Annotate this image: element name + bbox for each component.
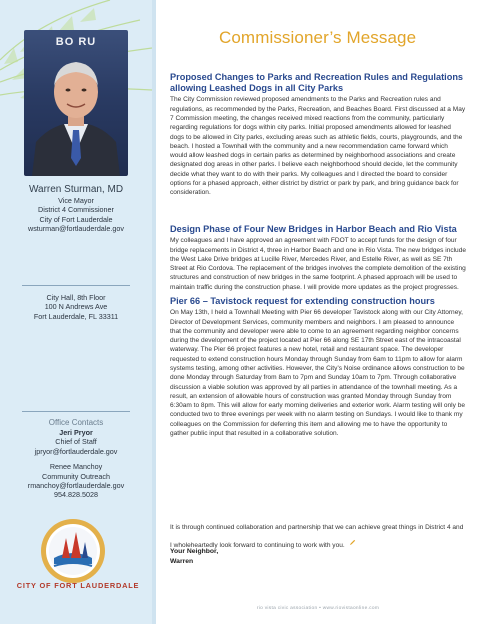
city-name-wordmark: CITY OF FORT LAUDERDALE (16, 581, 140, 590)
contact-2-email[interactable]: rmanchoy@fortlauderdale.gov (27, 481, 125, 491)
article-3 (170, 296, 466, 438)
contact-1-email[interactable]: jpryor@fortlauderdale.gov (34, 446, 118, 456)
article-3-body: On May 13th, I held a Townhall Meeting with Pier 66 developer Tavistock along with our City Attorney, Director of Development Services, community members and neighbors. I am pleased to announce that the community and developer were able to come to an agreement regarding neighbor concerns during the development of the project located at Pier 66 along SE 17th Street east of the intracoastal waterway. The Pier 66 project features a new hotel, retail and restaurant space. The developer requested to extend construction hours Monday through Sunday from 6am to 11pm to allow for alarm systems testing, among other activities. However, the City’s Noise ordinance allows construction to be done Monday through Saturday from 8am to 7pm and Sunday 10am to 7pm. Through collaborative discussion a viable solution was approved by all parties in attendance of the townhall meeting. As a result, an extension of allowable hours of construction was granted Monday through Sunday from 6:30am to 8pm. This will allow for early morning deliveries and exterior work. Alarm testing will only be conducted two to three evenings per week with no alarm testing on Sundays. I would like to thank my colleagues on the Commission for deferring this item and allowing me to have the opportunity to gather public input that resulted in a collaborative solution. (170, 309, 465, 438)
commissioner-name: Warren Sturman, MD (28, 184, 124, 195)
commissioner-role: Vice Mayor (58, 196, 94, 205)
signoff-line-2: Warren (170, 557, 194, 565)
office-contacts (10, 418, 142, 500)
pencil-icon (349, 539, 356, 546)
city-seal-logo (40, 518, 106, 584)
closing-text: It is through continued collaboration and partnership that we can achieve great things in District 4 and I wholeheartedly look forward to continuing to work with you. (170, 524, 464, 549)
page-title: Commissioner’s Message (219, 28, 417, 47)
sidebar-divider-stripe (152, 0, 156, 624)
article-1-body: The City Commission reviewed proposed amendments to the Parks and Recreation rules and regulations, as recommended by the Parks, Recreation, and Beaches Board. First discussed at a May 7 Commission meeting, the changes received mixed reactions from the community, particularly regarding regulations for dogs within city parks. Initial proposed amendments allowed for leashed dogs to be allowed in City parks, excluding areas such as athletic fields, courts, playgrounds, and the beach. I hosted a Townhall with the community and a new recommendation came forward which would allow leashed dogs in certain parks as determined by neighborhood associations and create designated dog areas in other parks. I believe each neighborhood should decide, let the community decide what they want to do with their parks. My colleagues and I directed the board to consider options for a phased approach, either district by district or park by park, and bring guidance back for consideration. (170, 96, 466, 197)
commissioner-district: District 4 Commissioner (38, 205, 114, 215)
page-footer: rio vista civic association • www.riovistaonline.com (256, 606, 380, 611)
signoff (170, 547, 218, 566)
contact-2-name: Renee Manchoy (49, 462, 103, 472)
sidebar-divider (22, 285, 130, 286)
contact-1-role: Chief of Staff (55, 437, 97, 447)
contacts-heading: Office Contacts (48, 418, 104, 427)
signoff-line-1: Your Neighbor, (170, 548, 219, 555)
commissioner-email[interactable]: wsturman@fortlauderdale.gov (28, 224, 124, 234)
portrait-illustration (24, 30, 128, 176)
address-line-2: 100 N Andrews Ave (44, 302, 108, 312)
address-line-3: Fort Lauderdale, FL 33311 (33, 311, 119, 321)
sidebar-divider (22, 411, 130, 412)
photo-background-letters: BO RU (55, 36, 97, 48)
address-line-1: City Hall, 8th Floor (46, 293, 106, 302)
contact-2-role: Community Outreach (42, 471, 110, 481)
article-3-headline: Pier 66 – Tavistock request for extending construction hours (170, 296, 435, 306)
article-2-headline: Design Phase of Four New Bridges in Harbor Beach and Rio Vista (170, 224, 457, 234)
article-2-body: My colleagues and I have approved an agreement with FDOT to accept funds for the design of four bridge replacements in District 4, three in Harbor Beach and one in Rio Vista. The new bridges include the West Lake Drive bridges at Lucille River, Mercedes River, and Estelle River, as well as SE 7th Street at Rio Cordova. The replacement of the bridges involves the complete demolition of the existing structures and construction of new bridges in the same footprint. A phased approach will be used to maintain traffic during the construction phase. I will provide more updates as the project progresses. (170, 237, 466, 291)
article-2 (170, 224, 466, 292)
commissioner-city: City of Fort Lauderdale (39, 214, 113, 224)
commissioner-photo (24, 30, 128, 176)
commissioner-info (10, 183, 142, 234)
contact-1-name: Jeri Pryor (59, 428, 93, 437)
article-1-headline: Proposed Changes to Parks and Recreation Rules and Regulations allowing Leashed Dogs in all City Parks (170, 72, 464, 94)
contact-2-phone[interactable]: 954.828.5028 (54, 490, 98, 500)
article-1 (170, 72, 466, 198)
office-address (10, 293, 142, 321)
